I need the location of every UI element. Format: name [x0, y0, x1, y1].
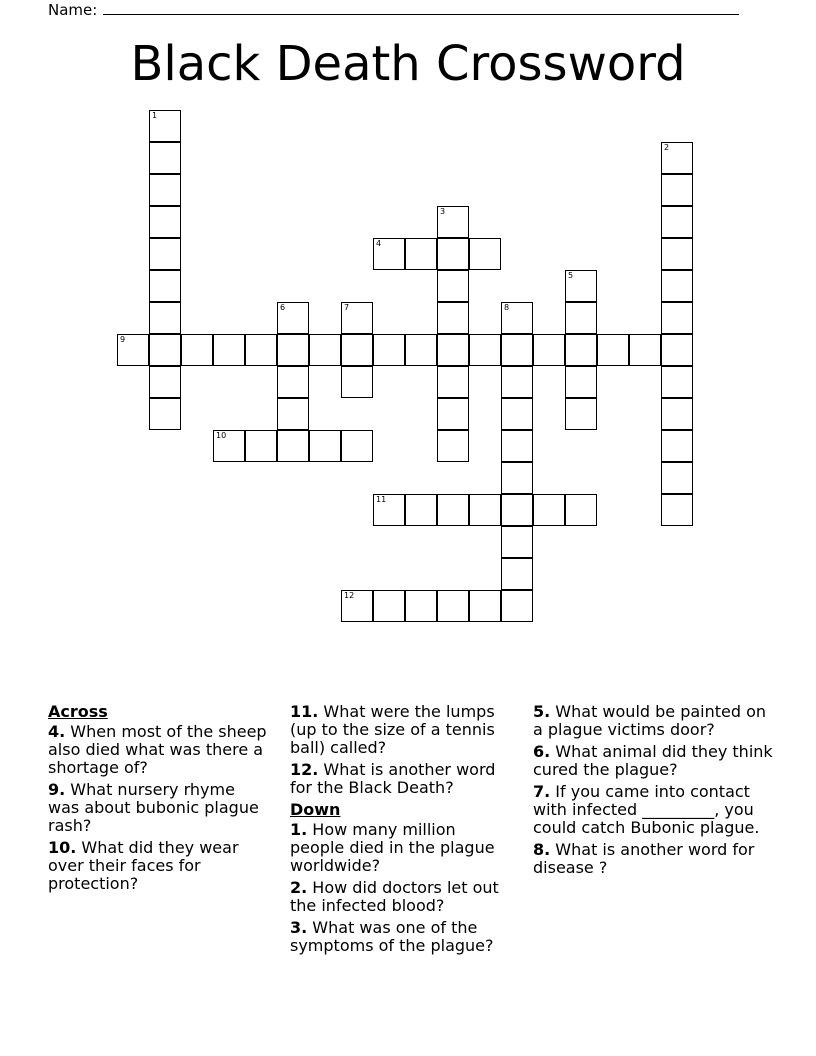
grid-cell[interactable]	[661, 334, 693, 366]
clues-column-1	[48, 703, 270, 897]
grid-cell[interactable]	[565, 398, 597, 430]
grid-cell[interactable]	[405, 590, 437, 622]
grid-cell[interactable]	[661, 302, 693, 334]
clue-number: 3	[440, 207, 446, 216]
clue-item: 7. If you came into contact with infected _________, you could catch Bubonic plague.	[533, 782, 760, 837]
grid-cell[interactable]	[469, 238, 501, 270]
grid-cell[interactable]	[149, 206, 181, 238]
grid-cell[interactable]	[501, 494, 533, 526]
grid-cell[interactable]	[277, 430, 309, 462]
grid-cell[interactable]	[565, 334, 597, 366]
clue-item: 12. What is another word for the Black Death?	[290, 760, 496, 797]
grid-cell[interactable]	[373, 238, 405, 270]
grid-cell[interactable]	[437, 302, 469, 334]
grid-cell[interactable]	[501, 334, 533, 366]
grid-cell[interactable]	[501, 398, 533, 430]
grid-cell[interactable]	[309, 430, 341, 462]
clue-number: 7	[344, 303, 350, 312]
clue-item: 1. How many million people died in the plague worldwide?	[290, 820, 495, 875]
clue-item: 11. What were the lumps (up to the size of a tennis ball) called?	[290, 702, 495, 757]
clue-item: 2. How did doctors let out the infected blood?	[290, 878, 499, 915]
grid-cell[interactable]	[661, 398, 693, 430]
grid-cell[interactable]	[405, 238, 437, 270]
grid-cell[interactable]	[565, 366, 597, 398]
grid-cell[interactable]	[469, 494, 501, 526]
grid-cell[interactable]	[437, 238, 469, 270]
grid-cell[interactable]	[437, 398, 469, 430]
grid-cell[interactable]	[501, 430, 533, 462]
grid-cell[interactable]	[437, 270, 469, 302]
grid-cell[interactable]	[437, 430, 469, 462]
clue-number: 11	[376, 495, 387, 504]
down-heading: Down	[290, 800, 341, 819]
clue-item: 3. What was one of the symptoms of the plague?	[290, 918, 494, 955]
grid-cell[interactable]	[341, 430, 373, 462]
grid-cell[interactable]	[437, 206, 469, 238]
grid-cell[interactable]	[533, 494, 565, 526]
grid-cell[interactable]	[661, 366, 693, 398]
grid-cell[interactable]	[373, 494, 405, 526]
grid-cell[interactable]	[501, 526, 533, 558]
grid-cell[interactable]	[501, 366, 533, 398]
grid-cell[interactable]	[149, 302, 181, 334]
grid-cell[interactable]	[501, 558, 533, 590]
grid-cell[interactable]	[405, 334, 437, 366]
grid-cell[interactable]	[597, 334, 629, 366]
grid-cell[interactable]	[245, 430, 277, 462]
grid-cell[interactable]	[341, 366, 373, 398]
grid-cell[interactable]	[661, 462, 693, 494]
grid-cell[interactable]	[149, 366, 181, 398]
grid-cell[interactable]	[277, 302, 309, 334]
clue-item: 6. What animal did they think cured the plague?	[533, 742, 773, 779]
clue-number: 12	[344, 591, 355, 600]
grid-cell[interactable]	[117, 334, 149, 366]
grid-cell[interactable]	[565, 494, 597, 526]
grid-cell[interactable]	[309, 334, 341, 366]
grid-cell[interactable]	[149, 174, 181, 206]
clue-number: 5	[568, 271, 574, 280]
grid-cell[interactable]	[565, 302, 597, 334]
grid-cell[interactable]	[213, 334, 245, 366]
clue-number: 4	[376, 239, 382, 248]
grid-cell[interactable]	[149, 270, 181, 302]
grid-cell[interactable]	[661, 270, 693, 302]
grid-cell[interactable]	[373, 334, 405, 366]
grid-cell[interactable]	[565, 270, 597, 302]
grid-cell[interactable]	[661, 430, 693, 462]
grid-cell[interactable]	[405, 494, 437, 526]
clues-column-2	[290, 703, 514, 959]
grid-cell[interactable]	[469, 590, 501, 622]
grid-cell[interactable]	[629, 334, 661, 366]
clue-number: 9	[120, 335, 126, 344]
grid-cell[interactable]	[533, 334, 565, 366]
grid-cell[interactable]	[661, 142, 693, 174]
clue-item: 9. What nursery rhyme was about bubonic plague rash?	[48, 780, 259, 835]
grid-cell[interactable]	[501, 302, 533, 334]
grid-cell[interactable]	[245, 334, 277, 366]
grid-cell[interactable]	[661, 238, 693, 270]
grid-cell[interactable]	[277, 366, 309, 398]
name-label: Name:	[48, 1, 98, 19]
grid-cell[interactable]	[373, 590, 405, 622]
grid-cell[interactable]	[277, 334, 309, 366]
grid-cell[interactable]	[437, 334, 469, 366]
grid-cell[interactable]	[341, 590, 373, 622]
grid-cell[interactable]	[469, 334, 501, 366]
grid-cell[interactable]	[437, 590, 469, 622]
grid-cell[interactable]	[661, 174, 693, 206]
grid-cell[interactable]	[661, 206, 693, 238]
across-heading: Across	[48, 702, 108, 721]
clue-number: 10	[216, 431, 227, 440]
grid-cell[interactable]	[149, 334, 181, 366]
grid-cell[interactable]	[437, 366, 469, 398]
grid-cell[interactable]	[501, 590, 533, 622]
grid-cell[interactable]	[149, 238, 181, 270]
grid-cell[interactable]	[341, 334, 373, 366]
grid-cell[interactable]	[149, 110, 181, 142]
clues-column-3	[533, 703, 773, 881]
clue-number: 1	[152, 111, 158, 120]
grid-cell[interactable]	[661, 494, 693, 526]
grid-cell[interactable]	[277, 398, 309, 430]
grid-cell[interactable]	[501, 462, 533, 494]
page-title: Black Death Crossword	[130, 36, 686, 92]
clue-item: 8. What is another word for disease ?	[533, 840, 755, 877]
clue-number: 6	[280, 303, 286, 312]
clue-number: 2	[664, 143, 670, 152]
grid-cell[interactable]	[437, 494, 469, 526]
grid-cell[interactable]	[149, 398, 181, 430]
clue-item: 10. What did they wear over their faces for protection?	[48, 838, 239, 893]
clue-item: 4. When most of the sheep also died what was there a shortage of?	[48, 722, 267, 777]
clue-number: 8	[504, 303, 510, 312]
grid-cell[interactable]	[341, 302, 373, 334]
clue-item: 5. What would be painted on a plague victims door?	[533, 702, 767, 739]
grid-cell[interactable]	[149, 142, 181, 174]
grid-cell[interactable]	[181, 334, 213, 366]
grid-cell[interactable]	[213, 430, 245, 462]
